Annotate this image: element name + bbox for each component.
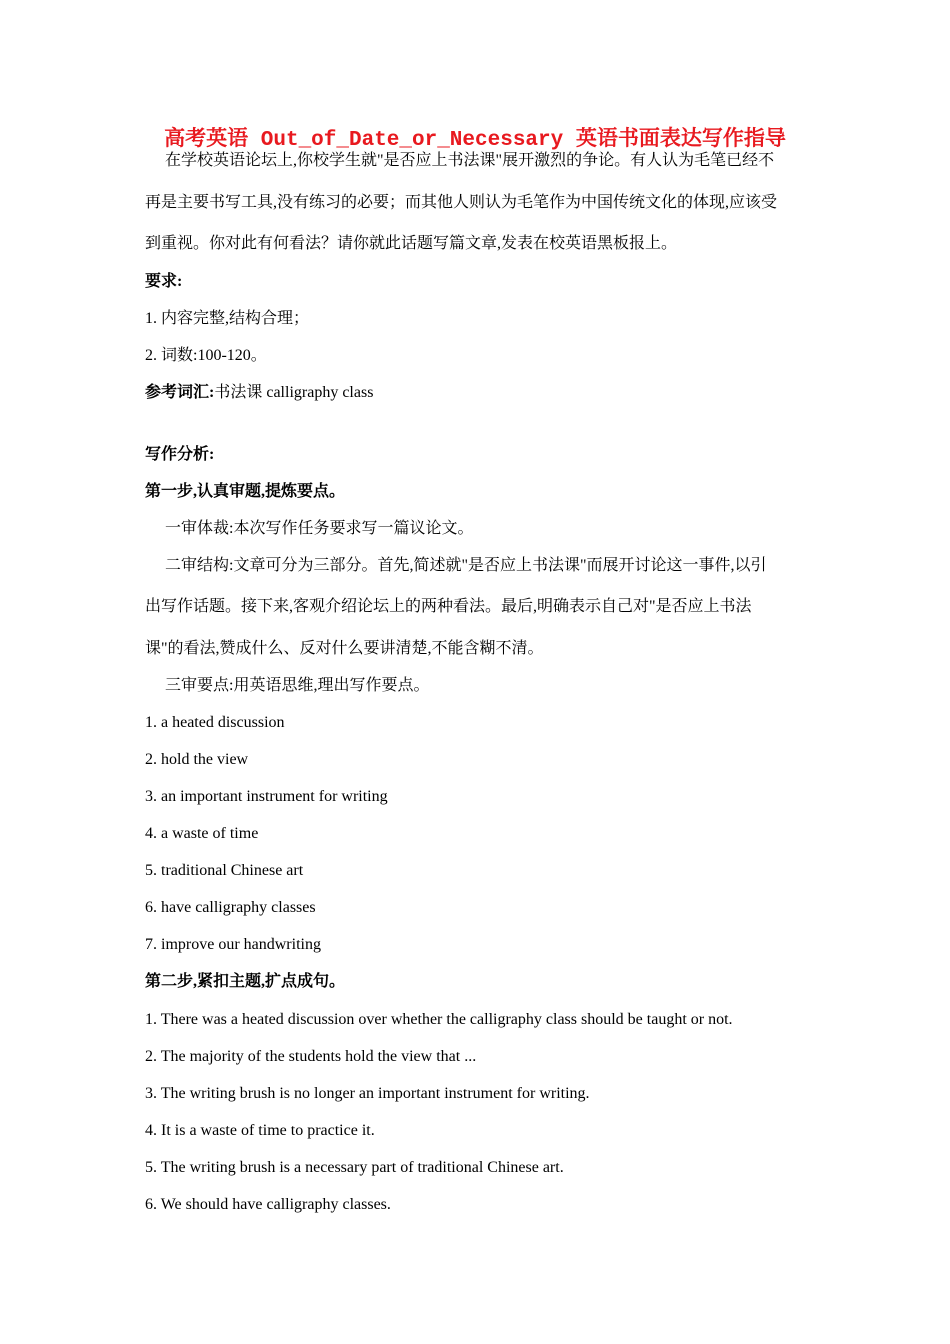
analysis-heading: 写作分析: — [145, 446, 215, 463]
intro-line: 再是主要书写工具,没有练习的必要；而其他人则认为毛笔作为中国传统文化的体现,应该受 — [145, 194, 778, 211]
point-item: 2. hold the view — [145, 751, 249, 768]
step1-structure-line: 课"的看法,赞成什么、反对什么要讲清楚,不能含糊不清。 — [145, 640, 544, 657]
requirement-item: 1. 内容完整,结构合理； — [145, 310, 310, 327]
point-item: 1. a heated discussion — [145, 714, 285, 731]
requirements-heading: 要求: — [145, 273, 183, 290]
sentence-item: 4. It is a waste of time to practice it. — [145, 1122, 375, 1139]
step1-points-intro: 三审要点:用英语思维,理出写作要点。 — [165, 677, 430, 694]
sentence-item: 5. The writing brush is a necessary part of traditional Chinese art. — [145, 1159, 564, 1176]
step1-genre: 一审体裁:本次写作任务要求写一篇议论文。 — [165, 520, 474, 537]
point-item: 7. improve our handwriting — [145, 936, 321, 953]
point-item: 5. traditional Chinese art — [145, 862, 304, 879]
vocab-text: 书法课 calligraphy class — [214, 384, 374, 401]
requirement-item: 2. 词数:100-120。 — [145, 347, 267, 364]
intro-line: 在学校英语论坛上,你校学生就"是否应上书法课"展开激烈的争论。有人认为毛笔已经不 — [165, 152, 775, 169]
point-item: 4. a waste of time — [145, 825, 259, 842]
sentence-item: 6. We should have calligraphy classes. — [145, 1196, 391, 1213]
step1-heading: 第一步,认真审题,提炼要点。 — [145, 483, 346, 500]
point-item: 6. have calligraphy classes — [145, 899, 316, 916]
sentence-item: 2. The majority of the students hold the view that ... — [145, 1048, 477, 1065]
intro-line: 到重视。你对此有何看法？请你就此话题写篇文章,发表在校英语黑板报上。 — [145, 235, 678, 252]
document-title: 高考英语 Out_of_Date_or_Necessary 英语书面表达写作指导 — [164, 129, 786, 152]
sentence-item: 1. There was a heated discussion over whether the calligraphy class should be taught or not. — [145, 1011, 733, 1028]
sentence-item: 3. The writing brush is no longer an important instrument for writing. — [145, 1085, 590, 1102]
vocab-label: 参考词汇: — [145, 384, 215, 401]
vocab-line — [145, 383, 373, 403]
point-item: 3. an important instrument for writing — [145, 788, 388, 805]
step1-structure-line: 出写作话题。接下来,客观介绍论坛上的两种看法。最后,明确表示自己对"是否应上书法 — [145, 598, 752, 615]
step2-heading: 第二步,紧扣主题,扩点成句。 — [145, 973, 346, 990]
step1-structure-line: 二审结构:文章可分为三部分。首先,简述就"是否应上书法课"而展开讨论这一事件,以引 — [165, 557, 767, 574]
